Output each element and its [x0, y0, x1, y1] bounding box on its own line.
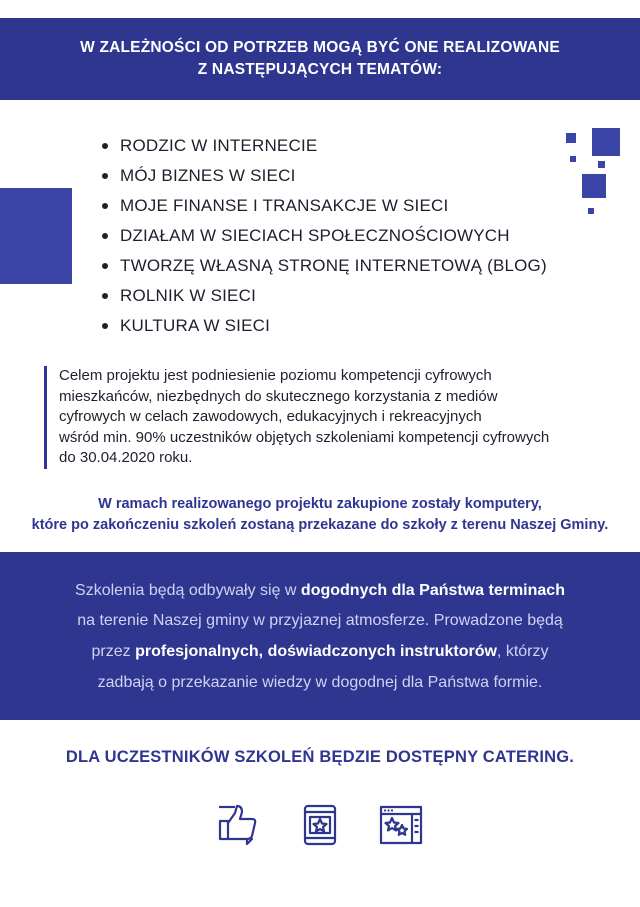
header-banner	[0, 18, 640, 100]
purchase-line-2: które po zakończeniu szkoleń zostaną przekazane do szkoły z terenu Naszej Gminy.	[31, 517, 609, 533]
training-banner	[0, 552, 640, 720]
training-line-2: na terenie Naszej gminy w przyjaznej atmosferze. Prowadzone będą	[77, 612, 563, 629]
deco-square	[588, 208, 594, 214]
browser-stars-icon	[378, 803, 424, 847]
thumbs-up-icon	[217, 803, 261, 847]
header-line-2: Z NASTĘPUJĄCYCH TEMATÓW:	[197, 61, 443, 78]
decorative-left-block	[0, 188, 72, 284]
catering-notice: DLA UCZESTNIKÓW SZKOLEŃ BĘDZIE DOSTĘPNY CATERING.	[65, 748, 575, 766]
bullet-icon	[102, 293, 108, 299]
tablet-star-icon	[298, 803, 342, 847]
list-item: KULTURA W SIECI	[100, 311, 547, 341]
training-line-4: zadbają o przekazanie wiedzy w dogodnej dla Państwa formie.	[97, 674, 543, 691]
list-item: RODZIC W INTERNECIE	[100, 131, 547, 161]
bullet-icon	[102, 263, 108, 269]
bullet-icon	[102, 203, 108, 209]
goal-line: Celem projektu jest podniesienie poziomu kompetencji cyfrowych	[59, 367, 492, 384]
training-line-1: Szkolenia będą odbywały się w dogodnych dla Państwa terminach	[75, 582, 565, 599]
list-item: MÓJ BIZNES W SIECI	[100, 161, 547, 191]
goal-line: wśród min. 90% uczestników objętych szkoleniami kompetencji cyfrowych	[59, 428, 550, 446]
deco-square	[592, 128, 620, 156]
purchase-line-1: W ramach realizowanego projektu zakupione zostały komputery,	[98, 496, 542, 512]
list-item: TWORZĘ WŁASNĄ STRONĘ INTERNETOWĄ (BLOG)	[100, 251, 547, 281]
deco-square	[566, 133, 576, 143]
goal-line: cyfrowych w celach zawodowych, edukacyjnych i rekreacyjnych	[59, 408, 482, 425]
deco-square	[570, 156, 576, 162]
bullet-icon	[102, 173, 108, 179]
deco-square	[598, 161, 605, 168]
deco-square	[582, 174, 606, 198]
list-item: MOJE FINANSE I TRANSAKCJE W SIECI	[100, 191, 547, 221]
training-line-3: przez profesjonalnych, doświadczonych instruktorów, którzy	[91, 643, 549, 660]
bullet-icon	[102, 233, 108, 239]
goal-line: do 30.04.2020 roku.	[59, 449, 193, 466]
project-goal	[44, 366, 619, 469]
purchase-note	[0, 494, 640, 536]
bullet-icon	[102, 143, 108, 149]
list-item: ROLNIK W SIECI	[100, 281, 547, 311]
goal-line: mieszkańców, niezbędnych do skutecznego korzystania z mediów	[59, 387, 498, 405]
header-line-1: W ZALEŻNOŚCI OD POTRZEB MOGĄ BYĆ ONE REALIZOWANE	[80, 39, 560, 56]
topic-list	[100, 131, 547, 341]
bullet-icon	[102, 323, 108, 329]
list-item: DZIAŁAM W SIECIACH SPOŁECZNOŚCIOWYCH	[100, 221, 547, 251]
